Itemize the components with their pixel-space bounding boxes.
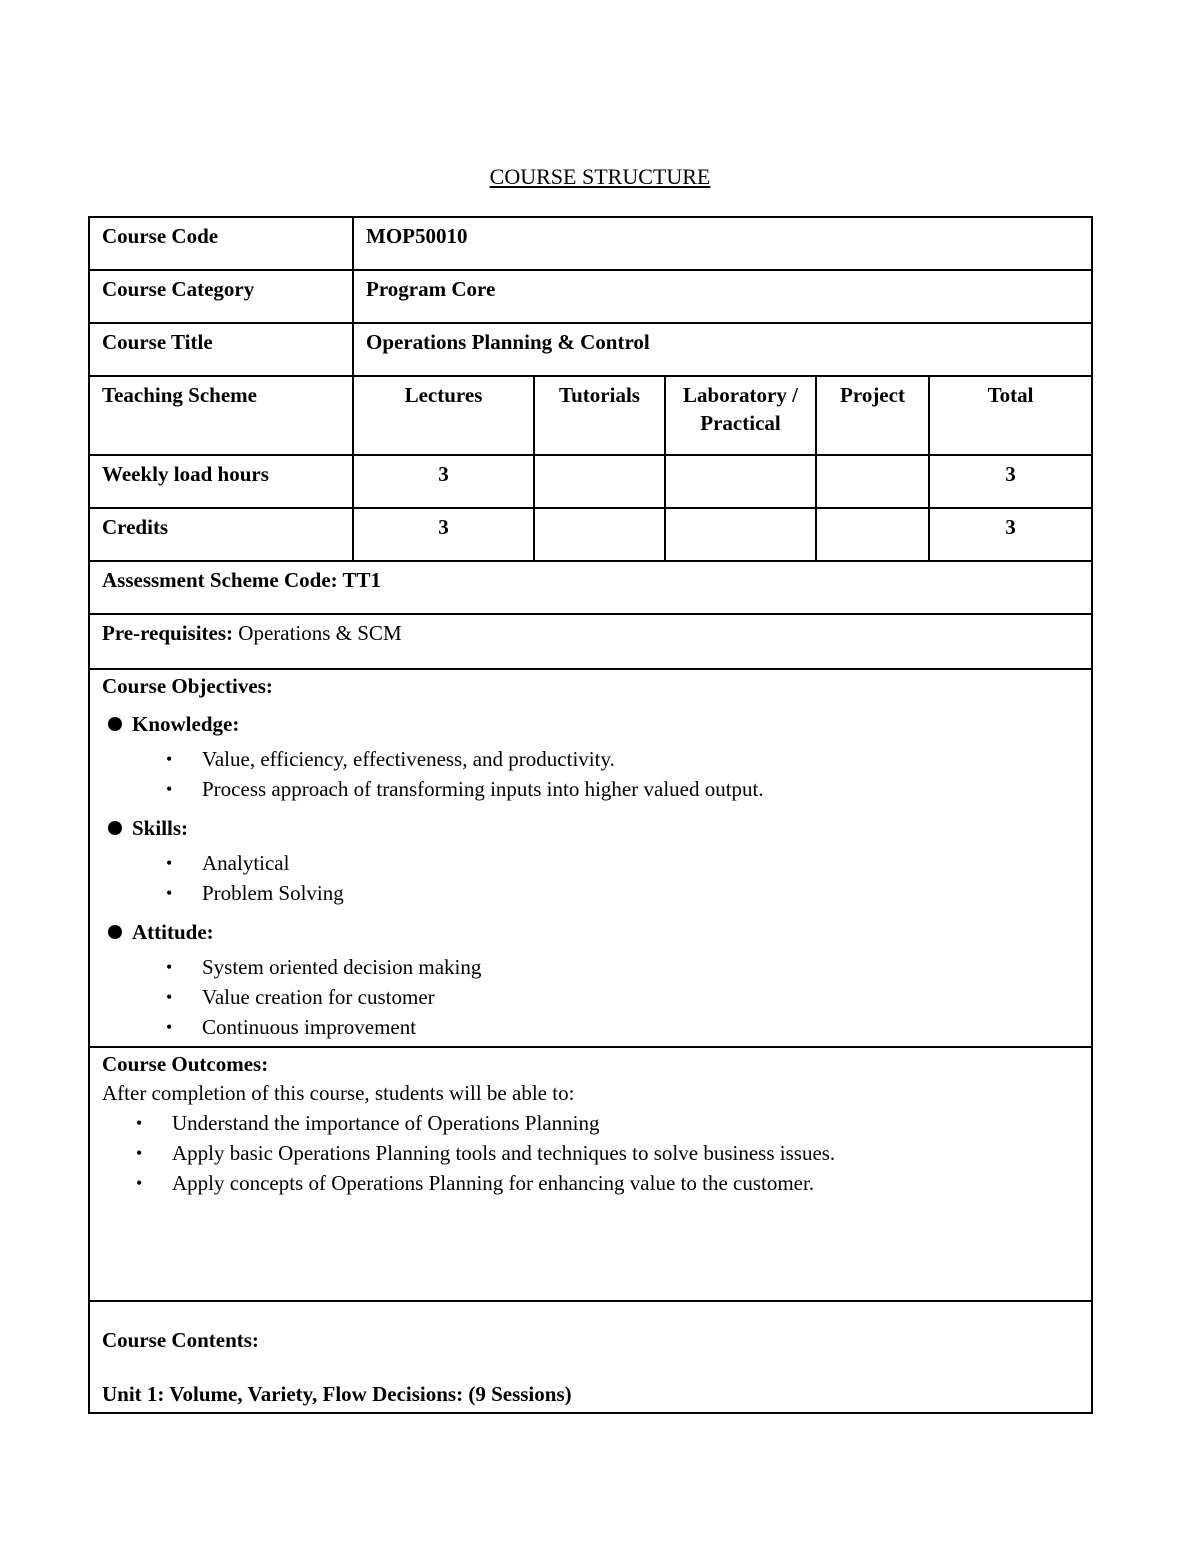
skills-list [132,848,1079,908]
list-item: • Apply concepts of Operations Planning for enhancing value to the customer. [102,1168,1079,1198]
teaching-scheme-label: Teaching Scheme [89,376,353,455]
course-code-value: MOP50010 [353,217,1092,270]
list-item: • Understand the importance of Operations Planning [102,1108,1079,1138]
course-code-row [89,217,1092,270]
page-title: COURSE STRUCTURE [489,164,711,189]
assessment-value: TT1 [342,568,382,592]
objective-group-knowledge [102,710,1079,804]
credits-project [816,508,929,561]
list-item: • System oriented decision making [132,952,1079,982]
credits-tutorials [534,508,665,561]
course-category-label: Course Category [89,270,353,323]
assessment-row [89,561,1092,614]
outcomes-cell [89,1047,1092,1301]
credits-label: Credits [89,508,353,561]
course-code-label: Course Code [89,217,353,270]
knowledge-list [132,744,1079,804]
course-title-row [89,323,1092,376]
course-structure-table [88,216,1093,1414]
assessment-cell [89,561,1092,614]
list-item: • Value creation for customer [132,982,1079,1012]
list-item: • Process approach of transforming inputs into higher valued output. [132,774,1079,804]
objective-group-attitude [102,918,1079,1042]
attitude-label: Attitude: [132,920,214,944]
course-title-value: Operations Planning & Control [353,323,1092,376]
objectives-cell [89,669,1092,1047]
list-item: • Value, efficiency, effectiveness, and productivity. [132,744,1079,774]
objectives-row [89,669,1092,1047]
weekly-load-lectures: 3 [353,455,534,508]
assessment-label: Assessment Scheme Code: [102,568,338,592]
teaching-scheme-row [89,376,1092,455]
weekly-load-laboratory [665,455,816,508]
course-category-row [89,270,1092,323]
credits-row [89,508,1092,561]
contents-cell [89,1301,1092,1413]
credits-laboratory [665,508,816,561]
list-item: • Problem Solving [132,878,1079,908]
col-laboratory: Laboratory / Practical [665,376,816,455]
course-title-label: Course Title [89,323,353,376]
contents-row [89,1301,1092,1413]
contents-heading: Course Contents: [102,1328,259,1352]
weekly-load-project [816,455,929,508]
col-total: Total [929,376,1092,455]
weekly-load-row [89,455,1092,508]
objectives-groups [102,710,1079,1042]
col-tutorials: Tutorials [534,376,665,455]
skills-label: Skills: [132,816,189,840]
knowledge-label: Knowledge: [132,712,240,736]
col-lectures: Lectures [353,376,534,455]
outcomes-list [102,1108,1079,1198]
outcomes-row [89,1047,1092,1301]
unit-1-heading: Unit 1: Volume, Variety, Flow Decisions: (9 Sessions) [102,1382,572,1406]
list-item: • Continuous improvement [132,1012,1079,1042]
outcomes-heading: Course Outcomes: [102,1052,269,1076]
objective-group-skills [102,814,1079,908]
prerequisites-label: Pre-requisites: [102,621,234,645]
weekly-load-total: 3 [929,455,1092,508]
objectives-heading: Course Objectives: [102,674,273,698]
attitude-list [132,952,1079,1042]
prerequisites-row [89,614,1092,669]
weekly-load-tutorials [534,455,665,508]
weekly-load-label: Weekly load hours [89,455,353,508]
credits-lectures: 3 [353,508,534,561]
list-item: • Apply basic Operations Planning tools and techniques to solve business issues. [102,1138,1079,1168]
credits-total: 3 [929,508,1092,561]
course-category-value: Program Core [353,270,1092,323]
col-project: Project [816,376,929,455]
list-item: • Analytical [132,848,1079,878]
prerequisites-value: Operations & SCM [238,621,402,645]
outcomes-intro: After completion of this course, students will be able to: [102,1081,575,1105]
prerequisites-cell [89,614,1092,669]
